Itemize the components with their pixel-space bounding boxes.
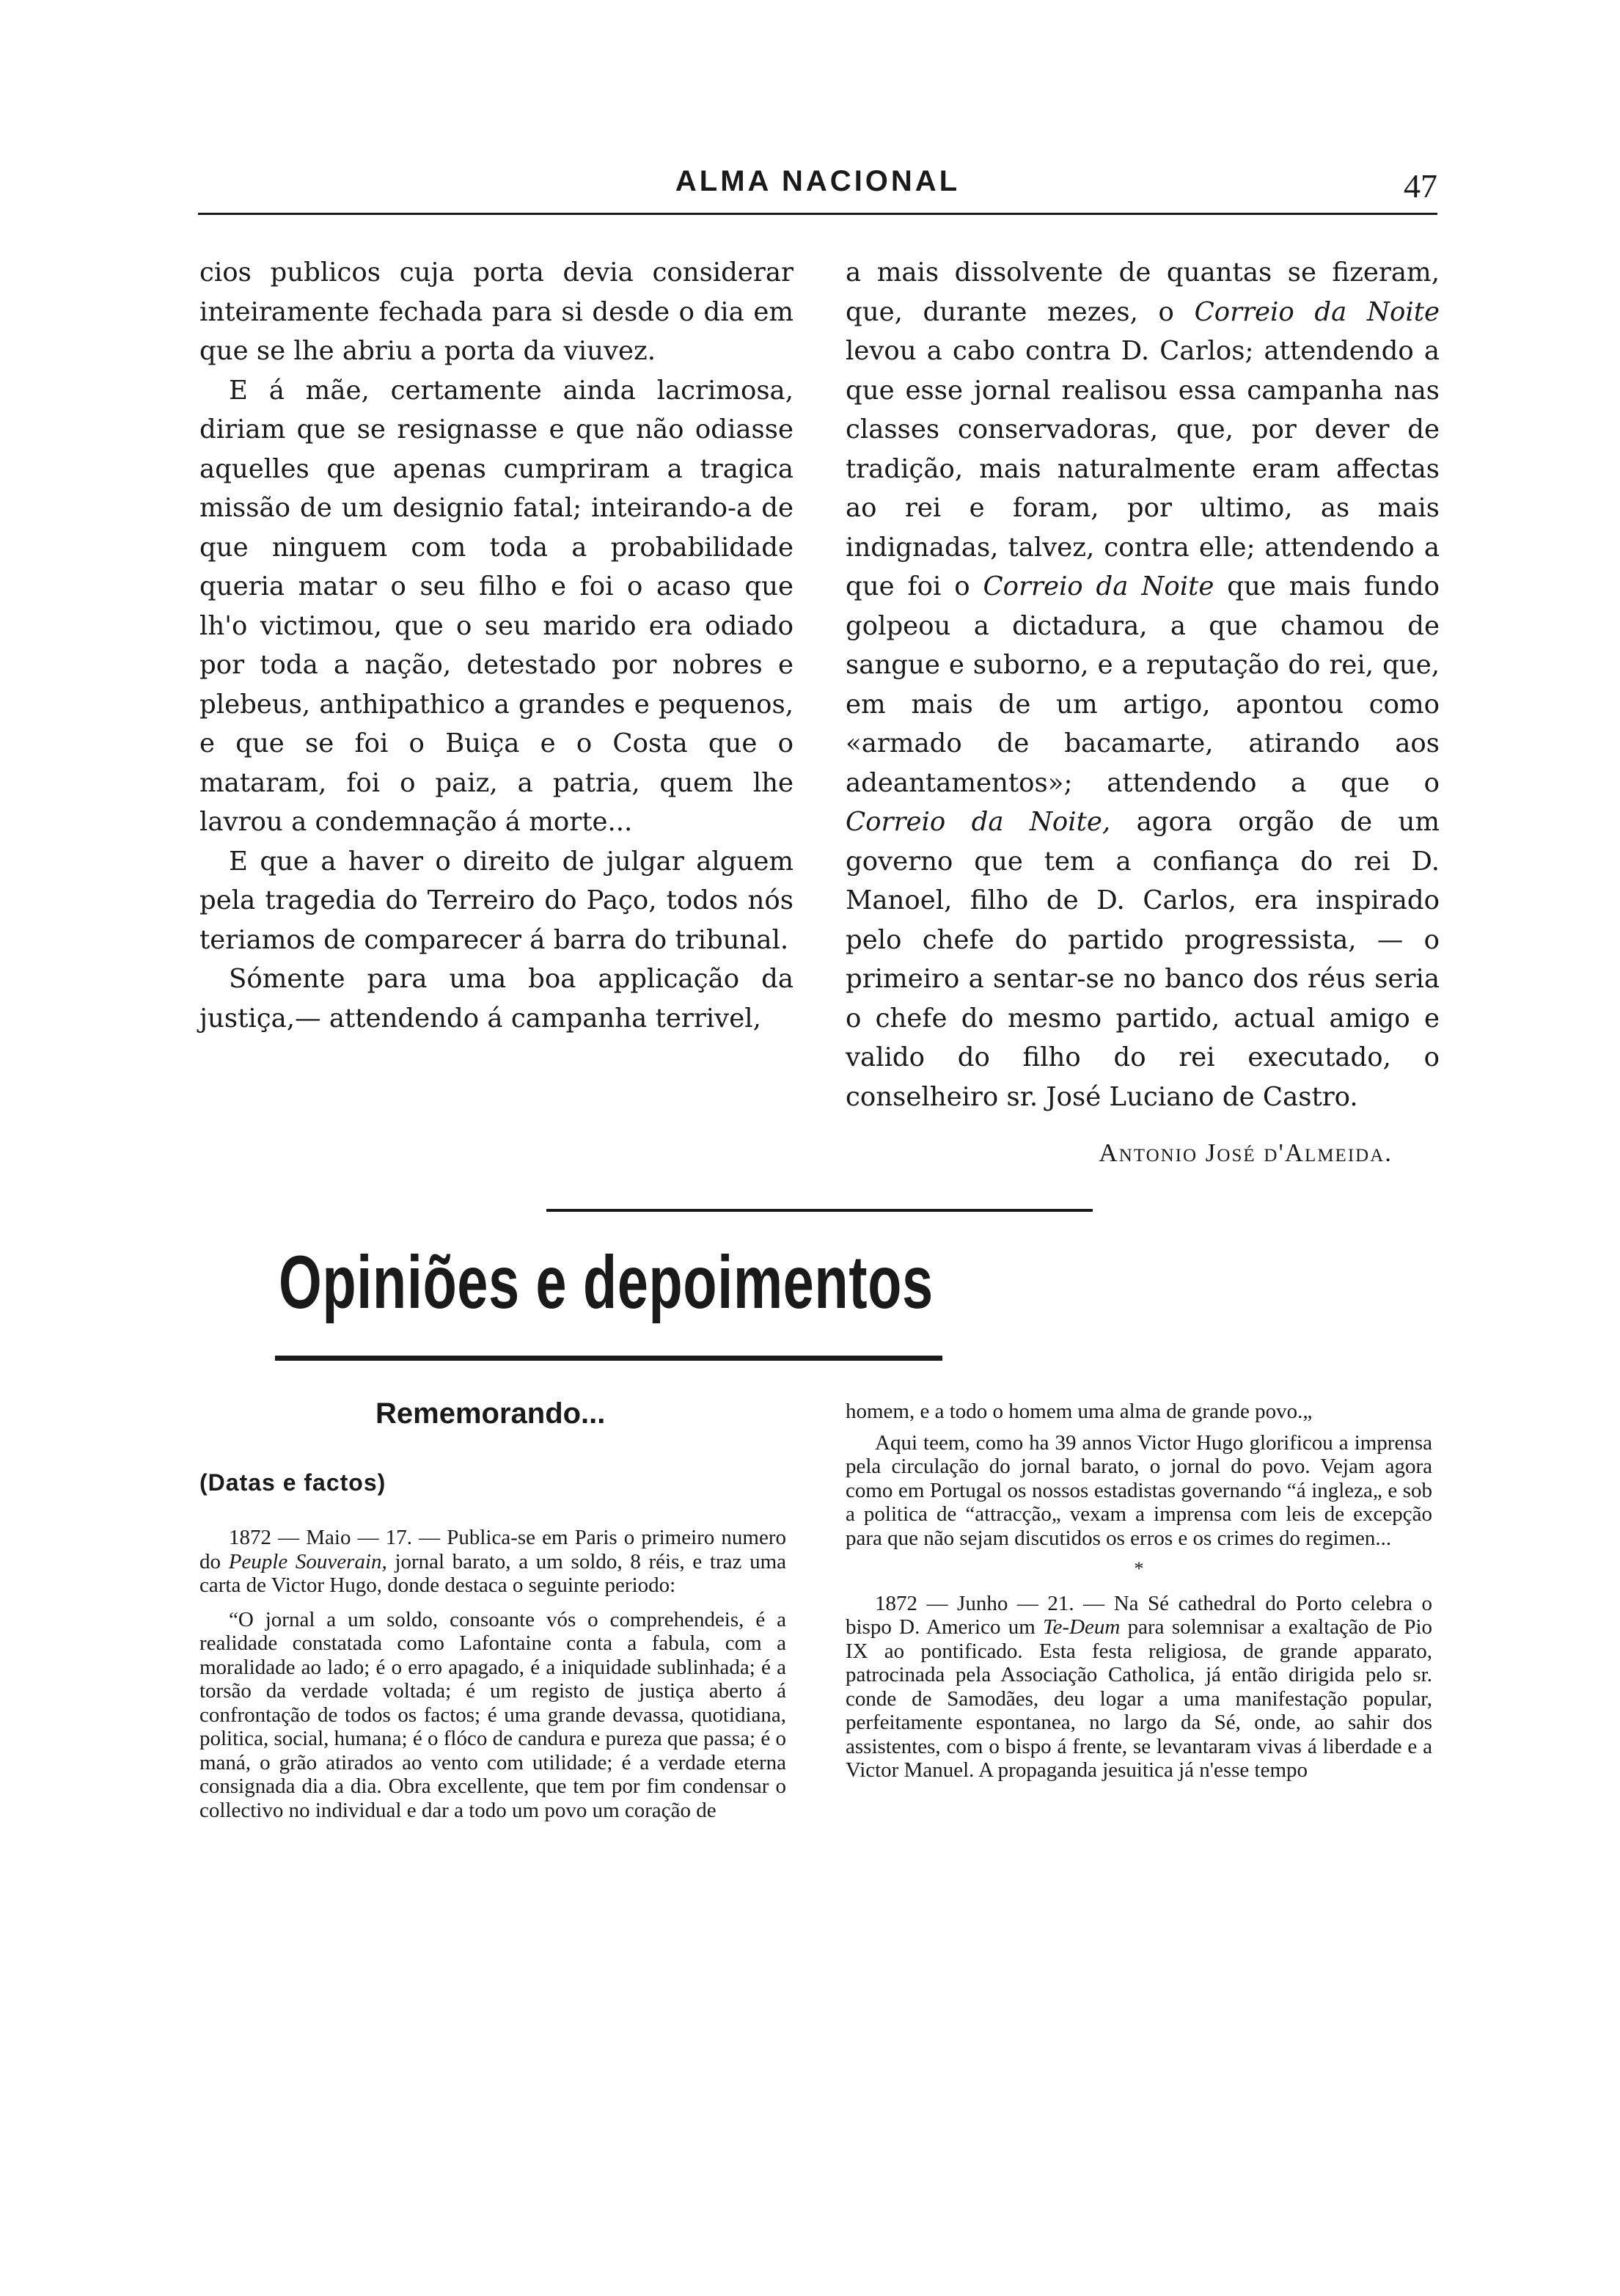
author-signature: Antonio José d'Almeida.	[1099, 1138, 1393, 1167]
text-run: jornal barato, a um soldo, 8 réis, e traz uma carta de Victor Hugo, donde destaca o seguinte periodo:	[199, 1549, 786, 1597]
text-run: 1872 — Junho — 21. — Na Sé cathedral do Porto celebra o bispo D. Americo um	[846, 1591, 1432, 1639]
hymn-name: Te-Deum	[1043, 1615, 1121, 1639]
section-title-rule	[275, 1356, 942, 1361]
header-rule	[198, 213, 1437, 215]
victor-hugo-quote-end: homem, e a todo o homem uma alma de grande povo.„	[846, 1400, 1313, 1423]
article2-paragraph	[846, 1592, 1432, 1783]
section-title: Opiniões e depoimentos	[279, 1240, 934, 1324]
asterisk-separator: *	[1134, 1558, 1144, 1579]
journal-title: ALMA NACIONAL	[675, 165, 961, 197]
newspaper-name: Correio da Noite	[983, 571, 1214, 602]
article1-paragraph	[846, 253, 1440, 1116]
article2-paragraph: Aqui teem, como ha 39 annos Victor Hugo glorificou a imprensa pela circulação do jornal barato, o jornal do povo. Vejam agora como em Portugal os nossos estadistas governando “á ingleza„ e sob a politica de “attracção„ vexam a imprensa com leis de excepção para que não sejam discutidos os erros e os crimes do regimen...	[846, 1430, 1432, 1550]
page-number: 47	[1404, 167, 1437, 205]
text-run: a mais dissolvente de quantas se fizeram, que, durante mezes, o	[846, 257, 1440, 327]
text-run: levou a cabo contra D. Carlos; attendendo a que esse jornal realisou essa campanha nas classes conservadoras, que, por dever de tradição, mais naturalmente eram affectas ao rei e foram, por ultimo, as mais indignadas, talvez, contra elle; attendendo a que foi o	[846, 336, 1440, 602]
article2-right-column	[846, 1400, 1432, 1790]
text-run: que mais fundo golpeou a dictadura, a que chamou de sangue e suborno, e a reputação do rei, que, em mais de um artigo, apontou como «armado de bacamarte, atirando aos adeantamentos»; attendendo a que o	[846, 571, 1440, 798]
article2-subheading: (Datas e factos)	[199, 1469, 386, 1496]
article1-paragraph: Sómente para uma boa applicação da justiça,— attendendo á campanha terrivel,	[199, 964, 793, 1034]
article2-heading: Rememorando...	[375, 1397, 606, 1430]
running-head	[198, 165, 1437, 209]
newspaper-name: Correio da Noite,	[846, 807, 1111, 837]
article2-left-column	[199, 1526, 786, 1829]
newspaper-name: Peuple Souverain,	[228, 1549, 387, 1573]
article1-paragraph: E á mãe, certamente ainda lacrimosa, diriam que se resignasse e que não odiasse aquelles que apenas cumpriram a tragica missão de um designio fatal; inteirando-a de que ninguem com toda a probabilidade queria matar o seu filho e foi o acaso que lh'o victimou, que o seu marido era odiado por toda a nação, detestado por nobres e plebeus, anthipathico a grandes e pequenos, e que se foi o Buiça e o Costa que o mataram, foi o paiz, a patria, quem lhe lavrou a condemnação á morte...	[199, 375, 793, 837]
article1-paragraph: cios publicos cuja porta devia considerar inteiramente fechada para si desde o dia em que se lhe abriu a porta da viuvez.	[199, 257, 793, 366]
victor-hugo-quote: “O jornal a um soldo, consoante vós o comprehendeis, é a realidade constatada como Lafontaine conta a fabula, com a moralidade ao lado; é o erro apagado, é a iniquidade sublinhada; é a torsão da verdade voltada; é um registo de justiça aberto á confrontação de todos os factos; é uma grande devassa, quotidiana, politica, social, humana; é o flóco de candura e pureza que passa; é o maná, o grão atirados ao vento com utilidade; é a verdade eterna consignada dia a dia. Obra excellente, que tem por fim condensar o collectivo no individual e dar a todo um povo um coração de	[199, 1607, 786, 1822]
article2-paragraph	[199, 1526, 786, 1598]
text-run: 1872 — Maio — 17. — Publica-se em Paris o primeiro numero do	[199, 1526, 786, 1573]
newspaper-name: Correio da Noite	[1194, 296, 1440, 327]
section-divider	[546, 1209, 1093, 1212]
text-run: agora orgão de um governo que tem a confiança do rei D. Manoel, filho de D. Carlos, era inspirado pelo chefe do partido progressista, — o primeiro a sentar-se no banco dos réus seria o chefe do mesmo partido, actual amigo e valido do filho do rei executado, o conselheiro sr. José Luciano de Castro.	[846, 807, 1440, 1112]
article1-paragraph: E que a haver o direito de julgar alguem pela tragedia do Terreiro do Paço, todos nós teriamos de comparecer á barra do tribunal.	[199, 846, 793, 955]
text-run: para solemnisar a exaltação de Pio IX ao pontificado. Esta festa religiosa, de grande apparato, patrocinada pela Associação Catholica, já então dirigida pelo sr. conde de Samodães, deu logar a uma manifestação popular, perfeitamente espontanea, no largo da Sé, onde, ao sahir dos assistentes, com o bispo á frente, se levantaram vivas á liberdade e a Victor Manuel. A propaganda jesuitica já n'esse tempo	[846, 1615, 1433, 1782]
article1-left-column	[199, 253, 793, 1038]
article1-right-column	[846, 253, 1440, 1116]
